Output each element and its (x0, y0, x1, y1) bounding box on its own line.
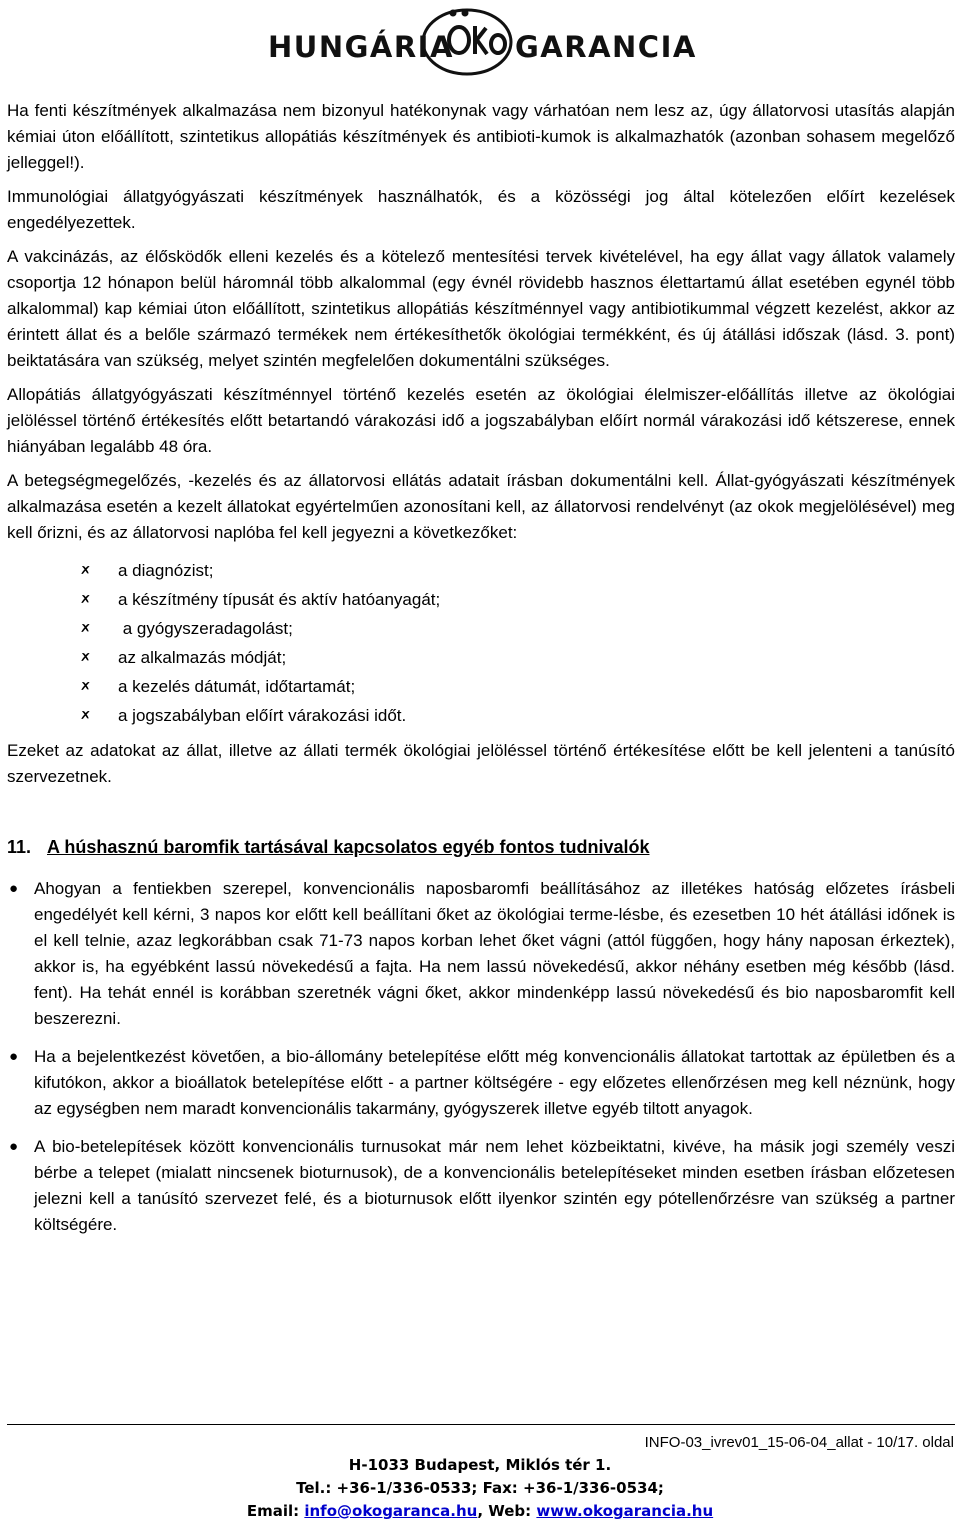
paragraph: Ha fenti készítmények alkalmazása nem bizonyul hatékonynak vagy várhatóan nem lesz az, úgy állatorvosi utasítás alapján kémiai úton előállított, szintetikus allopátiás készítmények és antibioti-kumok is alkalmazhatók (azonban sohasem megelőző jelleggel!). (7, 101, 955, 172)
email-label: Email: (246, 1502, 305, 1520)
list-item-text: a gyógyszeradagolást; (118, 619, 293, 638)
list-item-text: a készítmény típusát és aktív hatóanyagát; (118, 590, 441, 609)
list-item (7, 614, 955, 643)
list-item-text: Ahogyan a fentiekben szerepel, konvencionális naposbaromfi beállításához az illetékes hatóság előzetes írásbeli engedélyét kell kérni, 3 napos kor előtt kell beállítani őket az ökológiai terme-lésbe, és ezesetben 10 hét átállási időnek is el kell telnie, azaz legkorábban csak 71-73 napos korban lehet őket vágni (attól függően, hogy hány naposan érkeztek), akkor is, ha egyébként lassú növekedésű a fajta. Ha nem lassú növekedésű, akkor néhány esetben még később (lásd. fent). Ha tehát ennél is korábban szeretnék vágni őket, akkor mindenképp lassú növekedésű és bio naposbaromfit kell beszerezni. (34, 879, 955, 1028)
bullet-dot-icon: ● (9, 880, 19, 897)
list-item (7, 556, 955, 585)
company-address: H-1033 Budapest, Miklós tér 1. (348, 1456, 612, 1474)
website-link[interactable]: www.okogarancia.hu (536, 1502, 714, 1520)
list-item-text: A bio-betelepítések között konvencionális turnusokat már nem lehet közbeiktatni, kivéve, ha másik jogi személy veszi bérbe a telepet (mialatt nincsenek bioturnusok), de a konvencionális betelepítéseket minden esetben írásban előzetesen jelezni kell a tanúsító szervezet felé, és a bioturnusok előtt ilyenkor szintén egy pótellenőrzésre van szükség a partner költségére. (34, 1137, 955, 1234)
list-item-text: a jogszabályban előírt várakozási időt. (118, 706, 407, 725)
company-contact (0, 1502, 960, 1520)
list-item (7, 1044, 955, 1122)
section-bullet-list (7, 876, 955, 1238)
check-mark-icon: 🗴 (80, 677, 92, 695)
page-header (0, 0, 960, 80)
check-mark-icon: 🗴 (80, 706, 92, 724)
list-item (7, 585, 955, 614)
list-item (7, 1134, 955, 1238)
footer-divider (7, 1424, 955, 1425)
paragraph: A vakcinázás, az élősködők elleni kezelés és a kötelező mentesítési tervek kivételével, ha egy állat vagy állatok valamely csoportja 12 hónapon belül háromnál több alkalommal (egy évnél rövidebb hasznos élettartamú állat esetében egynél több alkalommal) kap kémiai úton előállított, szintetikus allopátiás készítménnyel vagy antibiotikummal végzett kezelést, akkor az érintett állat és a belőle származó termékek nem értékesíthetők ökológiai termékként, és új átállási időszak (lásd. 3. pont) beiktatására van szükség, melyet szintén megfelelően dokumentálni szükséges. (7, 247, 955, 370)
section-number: 11. (7, 837, 32, 857)
logo-text-left: HUNGÁRIA (268, 30, 454, 64)
check-mark-icon: 🗴 (80, 648, 92, 666)
list-item-text: Ha a bejelentkezést követően, a bio-állomány betelepítése előtt még konvencionális állatokat tartottak az épületben és a kifutókon, akkor a bioállatok betelepítése előtt - a partner költségére - egy előzetes ellenőrzésen meg kell néznünk, hogy az egységben nem maradt konvencionális takarmány, gyógyszerek illetve egyéb tiltott anyagok. (34, 1047, 955, 1118)
section-title: A húshasznú baromfik tartásával kapcsolatos egyéb fontos tudnivalók (47, 837, 650, 857)
document-body (7, 98, 955, 1250)
paragraph: A betegségmegelőzés, -kezelés és az állatorvosi ellátás adatait írásban dokumentálni kell. Állat-gyógyászati készítmények alkalmazása esetén a kezelt állatokat egyértelműen azonosítani kell, az állatorvosi rendelvényt (az okok megjelölésével) meg kell őrizni, és az állatorvosi naplóba fel kell jegyezni a következőket: (7, 471, 955, 542)
email-link[interactable]: info@okogaranca.hu (304, 1502, 478, 1520)
treatment-record-checklist (7, 556, 955, 730)
bullet-dot-icon: ● (9, 1048, 19, 1065)
paragraph: Allopátiás állatgyógyászati készítménnyel történő kezelés esetén az ökológiai élelmiszer-előállítás illetve az ökológiai jelöléssel történő értékesítés előtt betartandó várakozási idő a jogszabályban előírt normál várakozási idő kétszerese, ennek hiányában legalább 48 óra. (7, 385, 955, 456)
check-mark-icon: 🗴 (80, 590, 92, 608)
paragraph: Immunológiai állatgyógyászati készítmények használhatók, és a közösségi jog által kötelezően előírt kezelések engedélyezettek. (7, 187, 955, 232)
list-item-text: a kezelés dátumát, időtartamát; (118, 677, 356, 696)
list-item-text: az alkalmazás módját; (118, 648, 287, 667)
list-item (7, 876, 955, 1032)
list-item (7, 701, 955, 730)
web-label: , Web: (477, 1502, 537, 1520)
bullet-dot-icon: ● (9, 1138, 19, 1155)
list-item (7, 643, 955, 672)
paragraph: Ezeket az adatokat az állat, illetve az állati termék ökológiai jelöléssel történő értékesítése előtt be kell jelenteni a tanúsító szervezetnek. (7, 741, 955, 786)
company-phone-fax: Tel.: +36-1/336-0533; Fax: +36-1/336-0534; (296, 1479, 664, 1497)
check-mark-icon: 🗴 (80, 561, 92, 579)
section-heading (7, 834, 955, 860)
oko-logo-icon (420, 2, 514, 76)
logo-text-right: GARANCIA (515, 30, 697, 64)
check-mark-icon: 🗴 (80, 619, 92, 637)
list-item-text: a diagnózist; (118, 561, 214, 580)
list-item (7, 672, 955, 701)
document-id: INFO-03_ivrev01_15-06-04_allat - 10/17. oldal (644, 1434, 954, 1451)
